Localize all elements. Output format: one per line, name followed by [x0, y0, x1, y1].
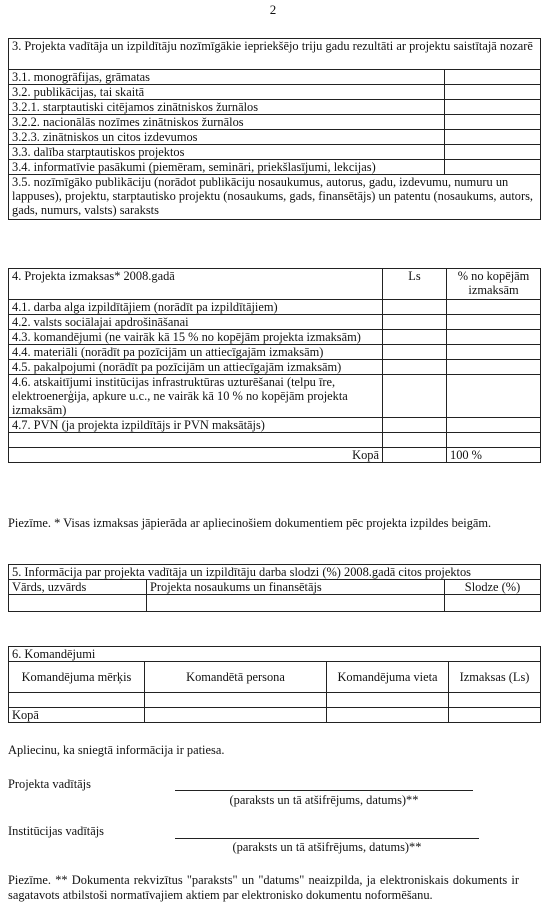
section6-header: 6. Komandējumi — [9, 647, 541, 662]
ls-cell[interactable] — [383, 300, 447, 315]
total-person-cell[interactable] — [145, 708, 327, 723]
table-row — [9, 100, 541, 115]
section3-row-label: 3.2. publikācijas, tai skaitā — [9, 85, 445, 100]
table-row — [9, 433, 541, 448]
pct-cell[interactable] — [447, 375, 541, 418]
table-row — [9, 115, 541, 130]
section3-row-label: 3.3. dalība starptautiskos projektos — [9, 145, 445, 160]
total-pct: 100 % — [447, 448, 541, 463]
pct-cell[interactable] — [447, 300, 541, 315]
section4-table — [8, 268, 541, 463]
footnote: Piezīme. ** Dokumenta rekvizītus "paraksts" un "datums" neaizpilda, ja elektroniskais dokuments ir sagatavots atbilstoši normatīvajiem aktiem par elektronisko dokumentu noformēšanu. — [8, 873, 519, 902]
section3-row-label: 3.2.2. nacionālās nozīmes zinātniskos žurnālos — [9, 115, 445, 130]
section4-row-label: 4.2. valsts sociālajai apdrošināšanai — [9, 315, 383, 330]
section6-header-row — [9, 647, 541, 662]
cost-cell[interactable] — [449, 693, 541, 708]
section4-header: 4. Projekta izmaksas* 2008.gadā — [9, 269, 383, 300]
total-ls-cell[interactable] — [383, 448, 447, 463]
pct-cell[interactable] — [447, 433, 541, 448]
ls-cell[interactable] — [383, 315, 447, 330]
ls-cell[interactable] — [383, 418, 447, 433]
value-cell[interactable] — [445, 160, 541, 175]
col-place-header: Komandējuma vieta — [327, 662, 449, 693]
section4-row-label: 4.6. atskaitījumi institūcijas infrastruktūras uzturēšanai (telpu īre, elektroenerģija, apkure u.c., ne vairāk kā 10 % no kopējām projekta izmaksām) — [9, 375, 383, 418]
table-row — [9, 300, 541, 315]
col-cost-header: Izmaksas (Ls) — [449, 662, 541, 693]
section5-header-row — [9, 565, 541, 580]
col-load-header: Slodze (%) — [445, 580, 541, 595]
total-label: Kopā — [9, 448, 383, 463]
table-row — [9, 375, 541, 418]
section3-table — [8, 38, 541, 220]
section4-row-label: 4.4. materiāli (norādīt pa pozīcijām un attiecīgajām izmaksām) — [9, 345, 383, 360]
institution-leader-label: Institūcijas vadītājs — [8, 824, 105, 838]
total-row — [9, 708, 541, 723]
section3-row-label: 3.2.1. starptautiski citējamos zinātniskos žurnālos — [9, 100, 445, 115]
value-cell[interactable] — [445, 100, 541, 115]
total-place-cell[interactable] — [327, 708, 449, 723]
value-cell[interactable] — [445, 145, 541, 160]
section4-row-label: 4.1. darba alga izpildītājiem (norādīt pa izpildītājiem) — [9, 300, 383, 315]
table-row — [9, 160, 541, 175]
col-pct-header: % no kopējām izmaksām — [447, 269, 541, 300]
section6-columns-row — [9, 662, 541, 693]
section4-row-label: 4.5. pakalpojumi (norādīt pa pozīcijām un attiecīgajām izmaksām) — [9, 360, 383, 375]
project-leader-label: Projekta vadītājs — [8, 777, 91, 791]
institution-leader-signature-caption: (paraksts un tā atšifrējums, datums)** — [232, 840, 422, 854]
table-row — [9, 330, 541, 345]
value-cell[interactable] — [445, 115, 541, 130]
ls-cell[interactable] — [383, 375, 447, 418]
pct-cell[interactable] — [447, 330, 541, 345]
table-row — [9, 345, 541, 360]
value-cell[interactable] — [445, 85, 541, 100]
col-name-header: Vārds, uzvārds — [9, 580, 147, 595]
project-leader-signature-caption: (paraksts un tā atšifrējums, datums)** — [229, 793, 419, 807]
pct-cell[interactable] — [447, 418, 541, 433]
place-cell[interactable] — [327, 693, 449, 708]
col-person-header: Komandētā persona — [145, 662, 327, 693]
value-cell[interactable] — [445, 70, 541, 85]
section6-total-label: Kopā — [9, 708, 145, 723]
section3-header: 3. Projekta vadītāja un izpildītāju nozīmīgākie iepriekšējo triju gadu rezultāti ar projektu saistītajā nozarē — [9, 39, 541, 70]
empty-row-cell[interactable] — [9, 433, 383, 448]
table-row — [9, 360, 541, 375]
section6-table — [8, 646, 541, 723]
name-cell[interactable] — [9, 595, 147, 612]
table-row — [9, 693, 541, 708]
project-cell[interactable] — [147, 595, 445, 612]
table-row — [9, 418, 541, 433]
section3-row-label: 3.1. monogrāfijas, grāmatas — [9, 70, 445, 85]
section5-columns-row — [9, 580, 541, 595]
institution-leader-signature-line[interactable] — [175, 838, 479, 839]
table-row — [9, 130, 541, 145]
table-row — [9, 145, 541, 160]
section4-header-row — [9, 269, 541, 300]
section4-note: Piezīme. * Visas izmaksas jāpierāda ar apliecinošiem dokumentiem pēc projekta izpildes beigām. — [8, 516, 492, 530]
col-purpose-header: Komandējuma mērķis — [9, 662, 145, 693]
section4-row-label: 4.3. komandējumi (ne vairāk kā 15 % no kopējām projekta izmaksām) — [9, 330, 383, 345]
ls-cell[interactable] — [383, 433, 447, 448]
section5-header: 5. Informācija par projekta vadītāja un izpildītāju darba slodzi (%) 2008.gadā citos projektos — [9, 565, 541, 580]
section5-table — [8, 564, 541, 612]
ls-cell[interactable] — [383, 360, 447, 375]
section3-row-label: 3.2.3. zinātniskos un citos izdevumos — [9, 130, 445, 145]
section4-row-label: 4.7. PVN (ja projekta izpildītājs ir PVN maksātājs) — [9, 418, 383, 433]
table-row — [9, 315, 541, 330]
pct-cell[interactable] — [447, 315, 541, 330]
col-ls-header: Ls — [383, 269, 447, 300]
section3-publications-list[interactable]: 3.5. nozīmīgāko publikāciju (norādot publikāciju nosaukumus, autorus, gadu, izdevumu, numuru un lappuses), projektu, starptautisko projektu (nosaukums, gads, finansētājs) un patentu (nosaukums, autors, gads, numurs, valsts) saraksts — [9, 175, 541, 220]
col-project-header: Projekta nosaukums un finansētājs — [147, 580, 445, 595]
value-cell[interactable] — [445, 130, 541, 145]
purpose-cell[interactable] — [9, 693, 145, 708]
certify-text: Apliecinu, ka sniegtā informācija ir patiesa. — [8, 743, 225, 757]
total-row — [9, 448, 541, 463]
pct-cell[interactable] — [447, 360, 541, 375]
person-cell[interactable] — [145, 693, 327, 708]
table-row — [9, 175, 541, 220]
ls-cell[interactable] — [383, 345, 447, 360]
table-row — [9, 85, 541, 100]
pct-cell[interactable] — [447, 345, 541, 360]
table-row — [9, 70, 541, 85]
table-row — [9, 595, 541, 612]
ls-cell[interactable] — [383, 330, 447, 345]
section3-row-label: 3.4. informatīvie pasākumi (piemēram, semināri, priekšlasījumi, lekcijas) — [9, 160, 445, 175]
project-leader-signature-line[interactable] — [175, 790, 473, 791]
total-cost-cell[interactable] — [449, 708, 541, 723]
load-cell[interactable] — [445, 595, 541, 612]
page-number: 2 — [269, 2, 277, 17]
section3-header-row — [9, 39, 541, 70]
